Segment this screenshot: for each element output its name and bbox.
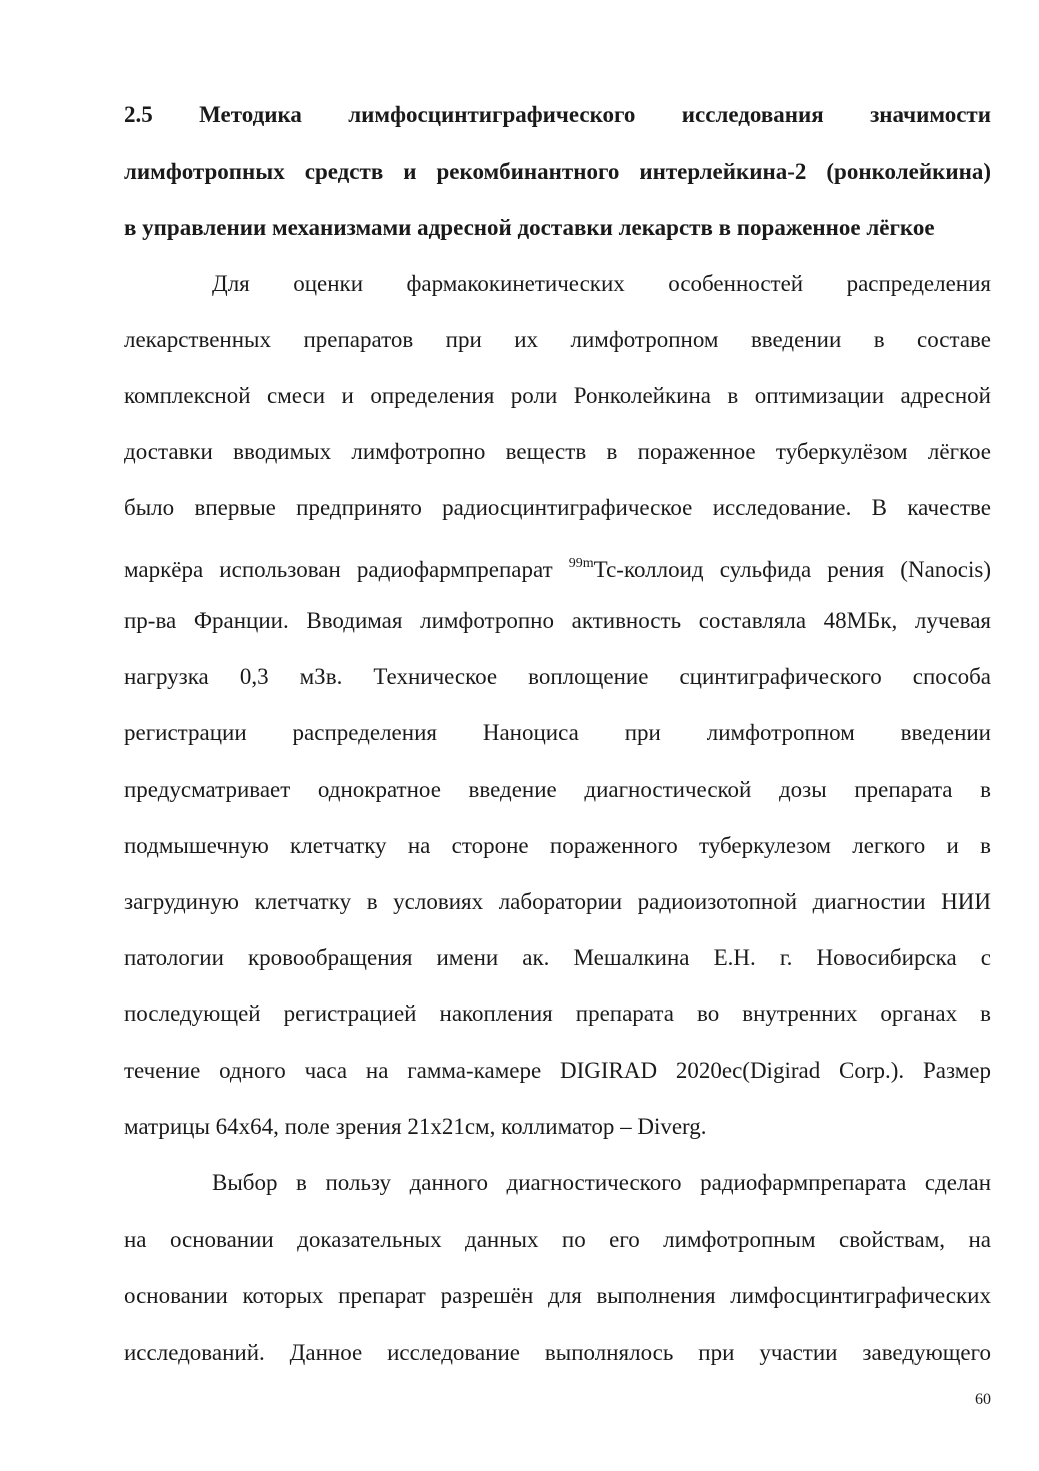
paragraph-1-line-7: пр-ва Франции. Вводимая лимфотропно активность составляла 48МБк, лучевая xyxy=(124,608,991,633)
paragraph-1-line-1: Для оценки фармакокинетических особенностей распределения xyxy=(212,271,991,296)
paragraph-1-line-16: матрицы 64х64, поле зрения 21х21см, коллиматор – Diverg. xyxy=(124,1114,707,1139)
paragraph-1-line-4: доставки вводимых лимфотропно веществ в пораженное туберкулёзом лёгкое xyxy=(124,439,991,464)
section-heading-line-1: 2.5 Методика лимфосцинтиграфического исследования значимости xyxy=(124,102,991,127)
page-number: 60 xyxy=(975,1391,991,1408)
section-heading-line-3: в управлении механизмами адресной доставки лекарств в пораженное лёгкое xyxy=(124,215,935,240)
paragraph-1-line-13: патологии кровообращения имени ак. Мешалкина Е.Н. г. Новосибирска с xyxy=(124,945,991,970)
section-heading-line-2: лимфотропных средств и рекомбинантного интерлейкина-2 (ронколейкина) xyxy=(124,159,991,184)
paragraph-1-line-14: последующей регистрацией накопления препарата во внутренних органах в xyxy=(124,1001,991,1026)
paragraph-1-line-6 xyxy=(124,549,991,585)
paragraph-1-line-6-start: маркёра использован радиофармпрепарат xyxy=(124,557,569,582)
paragraph-2-line-3: основании которых препарат разрешён для выполнения лимфосцинтиграфических xyxy=(124,1283,991,1308)
paragraph-1-line-8: нагрузка 0,3 мЗв. Техническое воплощение сцинтиграфического способа xyxy=(124,664,991,689)
paragraph-1-line-15: течение одного часа на гамма-камере DIGIRAD 2020ec(Digirad Corp.). Размер xyxy=(124,1058,991,1083)
paragraph-1-line-5: было впервые предпринято радиосцинтиграфическое исследование. В качестве xyxy=(124,495,991,520)
paragraph-2-line-2: на основании доказательных данных по его лимфотропным свойствам, на xyxy=(124,1227,991,1252)
paragraph-1-line-10: предусматривает однократное введение диагностической дозы препарата в xyxy=(124,777,991,802)
paragraph-1-line-2: лекарственных препаратов при их лимфотропном введении в составе xyxy=(124,327,991,352)
paragraph-2-line-4: исследований. Данное исследование выполнялось при участии заведующего xyxy=(124,1340,991,1365)
paragraph-2-line-1: Выбор в пользу данного диагностического радиофармпрепарата сделан xyxy=(212,1170,991,1195)
paragraph-1-line-3: комплексной смеси и определения роли Ронколейкина в оптимизации адресной xyxy=(124,383,991,408)
paragraph-1-line-9: регистрации распределения Наноциса при лимфотропном введении xyxy=(124,720,991,745)
paragraph-1-line-12: загрудиную клетчатку в условиях лаборатории радиоизотопной диагностии НИИ xyxy=(124,889,991,914)
paragraph-1-line-11: подмышечную клетчатку на стороне пораженного туберкулезом легкого и в xyxy=(124,833,991,858)
paragraph-1-line-6-end: Tc-коллоид сульфида рения (Nanocis) xyxy=(593,557,991,582)
isotope-superscript: 99m xyxy=(568,556,594,571)
